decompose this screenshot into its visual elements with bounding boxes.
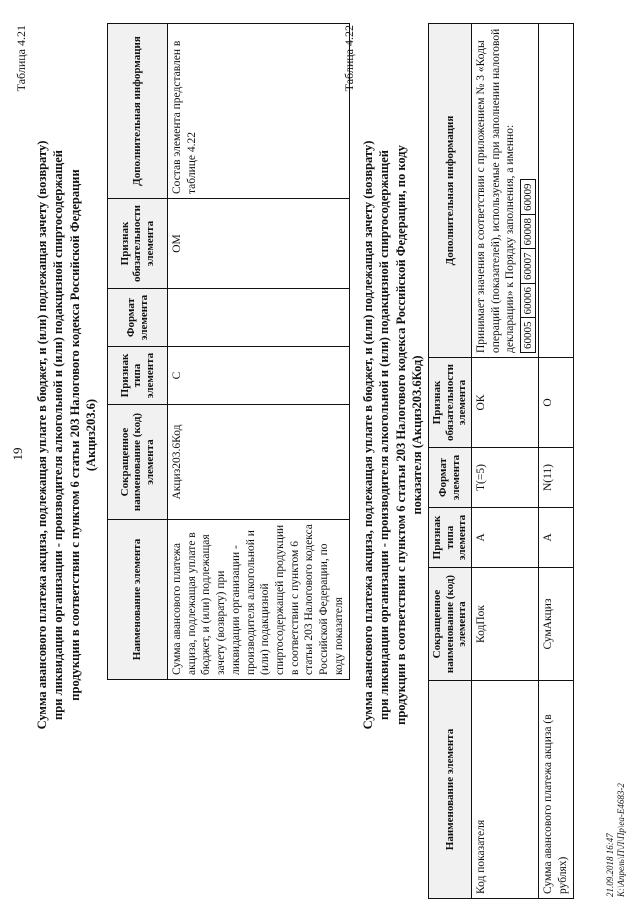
codes-list	[520, 180, 536, 354]
cell-required: ОМ	[168, 199, 350, 289]
cell-code: Акциз203.6Код	[168, 405, 350, 520]
cell-type: А	[471, 508, 538, 568]
footer-path: К:\Апрель\П\Л\Пр\ea-E4683-2	[616, 783, 627, 897]
table-row	[539, 24, 573, 899]
table-label-4-22: Таблица 4.22	[342, 25, 356, 92]
cell-format: Т(=5)	[471, 448, 538, 508]
header-type: Признак типа элемента	[108, 347, 168, 405]
cell-name: Сумма авансового платежа акциза, подлежащая уплате в бюджет, и (или) подлежащая зачету (возврату) при ликвидации организации - производителя алкогольной и (или) подакцизной спиртосодержащей продукции в соответствии с пунктом 6 статьи 203 Налогового кодекса Российской Федерации, по коду показателя	[168, 520, 350, 680]
cell-format: N(11)	[539, 448, 573, 508]
header-row	[108, 24, 168, 680]
cell-required: О	[539, 358, 573, 448]
cell-info	[539, 24, 573, 358]
cell-type: А	[539, 508, 573, 568]
cell-name: Код показателя	[471, 681, 538, 899]
cell-name: Сумма авансового платежа акциза (в рублях)	[539, 681, 573, 899]
header-name: Наименование элемента	[108, 520, 168, 680]
header-required: Признак обязательности элемента	[429, 358, 472, 448]
code-item: 60009	[521, 180, 536, 215]
cell-format	[168, 289, 350, 347]
cell-info	[471, 24, 538, 358]
header-info: Дополнительная информация	[429, 24, 472, 358]
header-required: Признак обязательности элемента	[108, 199, 168, 289]
code-item: 60006	[521, 284, 536, 319]
code-item: 60005	[521, 318, 536, 353]
table-4-22	[428, 23, 574, 899]
header-format: Формат элемента	[108, 289, 168, 347]
header-name: Наименование элемента	[429, 681, 472, 899]
table-caption-4-22: Сумма авансового платежа акциза, подлежащая уплате в бюджет, и (или) подлежащая зачету (возврату) при ликвидации организации - производителя алкогольной и (или) подакцизной спиртосодержащей продукции в соответствии с пунктом 6 статьи 203 Налогового кодекса Российской Федерации, по коду показателя (Акциз203.6Код)	[361, 140, 424, 730]
table-row	[471, 24, 538, 899]
header-type: Признак типа элемента	[429, 508, 472, 568]
table-caption-4-21: Сумма авансового платежа акциза, подлежащая уплате в бюджет, и (или) подлежащая зачету (возврату) при ликвидации организации - производителя алкогольной и (или) подакцизной спиртосодержащей продукции в соответствии с пунктом 6 статьи 203 Налогового кодекса Российской Федерации (Акциз203.6)	[35, 140, 98, 730]
cell-code: КодПок	[471, 568, 538, 681]
table-4-21	[107, 23, 350, 680]
header-info: Дополнительная информация	[108, 24, 168, 199]
footer-date: 21.09.2018 16:47	[605, 833, 615, 897]
header-row	[429, 24, 472, 899]
cell-code: СумАкциз	[539, 568, 573, 681]
cell-type: С	[168, 347, 350, 405]
cell-required: ОК	[471, 358, 538, 448]
table-label-4-21: Таблица 4.21	[14, 25, 28, 92]
print-footer	[605, 697, 628, 897]
code-item: 60007	[521, 249, 536, 284]
code-item: 60008	[521, 215, 536, 250]
header-code: Сокращенное наименование (код) элемента	[429, 568, 472, 681]
page-number: 19	[10, 447, 25, 461]
table-row	[168, 24, 350, 680]
header-code: Сокращенное наименование (код) элемента	[108, 405, 168, 520]
cell-info-text: Принимает значения в соответствии с приложением № 3 «Коды операций (показателей), используемые при заполнении налоговой декларации» к Порядку заполнения, а именно:	[474, 28, 517, 353]
header-format: Формат элемента	[429, 448, 472, 508]
cell-info: Состав элемента представлен в таблице 4.22	[168, 24, 350, 199]
